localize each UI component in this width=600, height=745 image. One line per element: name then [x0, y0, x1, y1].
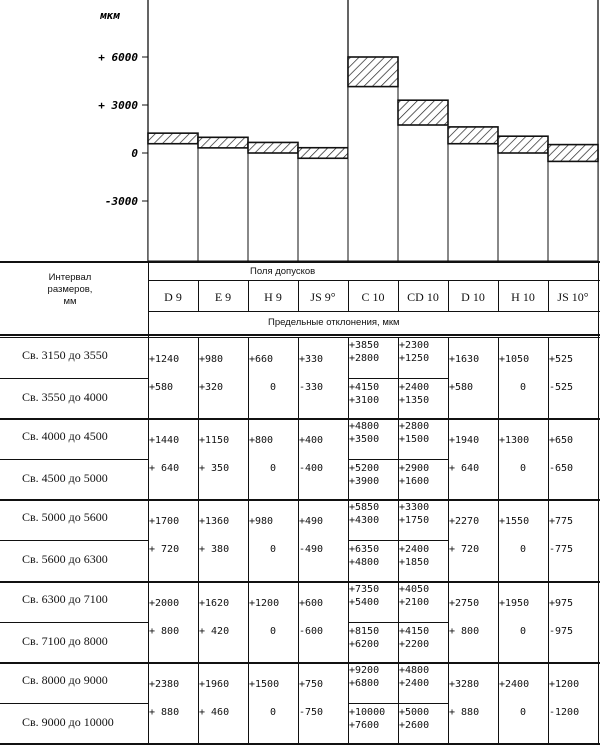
y-tick-label: -3000 [104, 195, 138, 208]
upper-deviation: +2750 [449, 598, 480, 609]
table-rule [548, 499, 549, 581]
upper-deviation: +3280 [449, 679, 480, 690]
table-rule [448, 280, 449, 311]
lower-deviation: 0 [519, 626, 527, 637]
cd10-deviation: +4150 [399, 626, 430, 637]
cd10-deviation: +4800 [399, 665, 430, 676]
table-rule [498, 418, 499, 499]
field-code: JS 9° [310, 290, 336, 304]
upper-deviation: +1960 [199, 679, 230, 690]
table-rule [498, 581, 499, 662]
c10-deviation: +5400 [349, 597, 380, 608]
upper-deviation: +2000 [149, 598, 180, 609]
deviations-header: Предельные отклонения, мкм [268, 317, 400, 328]
upper-deviation: +1620 [199, 598, 230, 609]
table-rule [248, 499, 249, 581]
table-rule [0, 418, 600, 420]
upper-deviation: +980 [249, 516, 274, 527]
c10-deviation: +2800 [349, 353, 380, 364]
table-rule [398, 418, 399, 499]
lower-deviation: 0 [269, 463, 277, 474]
upper-deviation: +2270 [449, 516, 480, 527]
upper-deviation: +2380 [149, 679, 180, 690]
table-rule [298, 662, 299, 743]
lower-deviation: + 720 [149, 544, 180, 555]
table-rule [398, 499, 399, 581]
size-range: Св. 9000 до 10000 [22, 715, 114, 729]
cd10-deviation: +2900 [399, 463, 430, 474]
field-code: D 10 [461, 290, 485, 304]
table-rule [498, 499, 499, 581]
table-rule [0, 334, 600, 336]
lower-deviation: -525 [549, 382, 574, 393]
lower-deviation: + 420 [199, 626, 230, 637]
table-rule [248, 581, 249, 662]
upper-deviation: +1440 [149, 435, 180, 446]
c10-deviation: +4800 [349, 557, 380, 568]
table-rule [348, 337, 349, 418]
cd10-deviation: +2100 [399, 597, 430, 608]
upper-deviation: +1550 [499, 516, 530, 527]
upper-deviation: +1150 [199, 435, 230, 446]
upper-deviation: +1200 [549, 679, 580, 690]
table-rule [198, 581, 199, 662]
lower-deviation: +320 [199, 382, 224, 393]
y-tick-label: + 6000 [98, 51, 138, 64]
lower-deviation: + 800 [449, 626, 480, 637]
table-rule [298, 280, 299, 311]
size-range: Св. 3550 до 4000 [22, 390, 108, 404]
table-rule [348, 499, 349, 581]
upper-deviation: +1360 [199, 516, 230, 527]
cd10-deviation: +2400 [399, 382, 430, 393]
lower-deviation: + 380 [199, 544, 230, 555]
cd10-deviation: +2800 [399, 421, 430, 432]
lower-deviation: 0 [519, 463, 527, 474]
table-rule [0, 459, 148, 460]
field-code: H 10 [511, 290, 535, 304]
cd10-deviation: +1500 [399, 434, 430, 445]
table-rule [0, 622, 148, 623]
c10-deviation: +3100 [349, 395, 380, 406]
c10-deviation: +6350 [349, 544, 380, 555]
upper-deviation: +525 [549, 354, 574, 365]
field-code: JS 10° [557, 290, 589, 304]
table-rule [398, 581, 399, 662]
table-rule [198, 418, 199, 499]
field-code: D 9 [164, 290, 182, 304]
cd10-deviation: +4050 [399, 584, 430, 595]
table-rule [398, 662, 399, 743]
lower-deviation: -975 [549, 626, 574, 637]
table-rule [298, 581, 299, 662]
table-rule [448, 418, 449, 499]
lower-deviation: -490 [299, 544, 324, 555]
upper-deviation: +980 [199, 354, 224, 365]
table-rule [148, 311, 600, 312]
c10-deviation: +8150 [349, 626, 380, 637]
fields-header: Поля допусков [250, 266, 316, 277]
c10-deviation: +5200 [349, 463, 380, 474]
field-code: H 9 [264, 290, 282, 304]
upper-deviation: +1630 [449, 354, 480, 365]
table-rule [248, 337, 249, 418]
lower-deviation: -330 [299, 382, 324, 393]
size-range: Св. 4000 до 4500 [22, 429, 108, 443]
table-rule [0, 662, 600, 664]
table-rule [348, 581, 349, 662]
table-rule [548, 280, 549, 311]
table-rule [198, 662, 199, 743]
table-rule [0, 499, 600, 501]
upper-deviation: +600 [299, 598, 324, 609]
lower-deviation: -400 [299, 463, 324, 474]
lower-deviation: 0 [269, 707, 277, 718]
cd10-deviation: +5000 [399, 707, 430, 718]
upper-deviation: +1200 [249, 598, 280, 609]
table-rule [348, 418, 349, 499]
upper-deviation: +1940 [449, 435, 480, 446]
lower-deviation: + 350 [199, 463, 230, 474]
table-rule [548, 581, 549, 662]
table-rule [198, 499, 199, 581]
table-rule [548, 337, 549, 418]
cd10-deviation: +1750 [399, 515, 430, 526]
table-rule [298, 499, 299, 581]
cd10-deviation: +1350 [399, 395, 430, 406]
c10-deviation: +3850 [349, 340, 380, 351]
upper-deviation: +330 [299, 354, 324, 365]
upper-deviation: +1240 [149, 354, 180, 365]
table-rule [0, 743, 600, 745]
cd10-deviation: +2400 [399, 544, 430, 555]
y-tick-label: + 3000 [98, 99, 138, 112]
cd10-deviation: +1250 [399, 353, 430, 364]
table-rule [0, 261, 600, 263]
lower-deviation: +580 [149, 382, 174, 393]
upper-deviation: +975 [549, 598, 574, 609]
c10-deviation: +10000 [349, 707, 386, 718]
upper-deviation: +800 [249, 435, 274, 446]
table-rule [298, 337, 299, 418]
c10-deviation: +6200 [349, 639, 380, 650]
c10-deviation: +7350 [349, 584, 380, 595]
table-rule [148, 261, 149, 743]
field-code: CD 10 [407, 290, 439, 304]
table-rule [0, 540, 148, 541]
c10-deviation: +3900 [349, 476, 380, 487]
upper-deviation: +1500 [249, 679, 280, 690]
upper-deviation: +1300 [499, 435, 530, 446]
lower-deviation: + 880 [149, 707, 180, 718]
size-range: Св. 6300 до 7100 [22, 592, 108, 606]
table-rule [0, 337, 600, 338]
interval-header: Интервал размеров, мм [47, 272, 93, 307]
upper-deviation: +650 [549, 435, 574, 446]
c10-deviation: +3500 [349, 434, 380, 445]
lower-deviation: + 720 [449, 544, 480, 555]
upper-deviation: +1950 [499, 598, 530, 609]
table-rule [448, 581, 449, 662]
table-rule [498, 337, 499, 418]
lower-deviation: -600 [299, 626, 324, 637]
lower-deviation: 0 [269, 382, 277, 393]
cd10-deviation: +2600 [399, 720, 430, 731]
table-rule [498, 280, 499, 311]
table-rule [448, 499, 449, 581]
table-rule [198, 337, 199, 418]
table-rule [548, 662, 549, 743]
upper-deviation: +1700 [149, 516, 180, 527]
table-rule [0, 581, 600, 583]
cd10-deviation: +3300 [399, 502, 430, 513]
table-rule [348, 280, 349, 311]
table-rule [398, 280, 399, 311]
table-rule [398, 337, 399, 418]
table-rule [248, 662, 249, 743]
size-range: Св. 7100 до 8000 [22, 634, 108, 648]
lower-deviation: 0 [519, 382, 527, 393]
cd10-deviation: +1600 [399, 476, 430, 487]
table-rule [448, 662, 449, 743]
table-rule [598, 261, 599, 743]
table-rule [348, 662, 349, 743]
lower-deviation: 0 [269, 626, 277, 637]
field-code: C 10 [361, 290, 385, 304]
c10-deviation: +5850 [349, 502, 380, 513]
lower-deviation: -775 [549, 544, 574, 555]
size-range: Св. 5600 до 6300 [22, 552, 108, 566]
cd10-deviation: +2200 [399, 639, 430, 650]
lower-deviation: + 640 [449, 463, 480, 474]
table-rule [0, 378, 148, 379]
size-range: Св. 3150 до 3550 [22, 348, 108, 362]
upper-deviation: +400 [299, 435, 324, 446]
size-range: Св. 8000 до 9000 [22, 673, 108, 687]
c10-deviation: +7600 [349, 720, 380, 731]
table-rule [148, 280, 600, 281]
lower-deviation: 0 [519, 707, 527, 718]
upper-deviation: +660 [249, 354, 274, 365]
upper-deviation: +775 [549, 516, 574, 527]
lower-deviation: -650 [549, 463, 574, 474]
table-rule [448, 337, 449, 418]
lower-deviation: -750 [299, 707, 324, 718]
c10-deviation: +6800 [349, 678, 380, 689]
upper-deviation: +2400 [499, 679, 530, 690]
c10-deviation: +4300 [349, 515, 380, 526]
table-rule [248, 418, 249, 499]
y-tick-label: 0 [131, 147, 138, 160]
c10-deviation: +9200 [349, 665, 380, 676]
cd10-deviation: +2300 [399, 340, 430, 351]
upper-deviation: +490 [299, 516, 324, 527]
lower-deviation: 0 [269, 544, 277, 555]
size-range: Св. 4500 до 5000 [22, 471, 108, 485]
lower-deviation: -1200 [549, 707, 580, 718]
lower-deviation: +580 [449, 382, 474, 393]
lower-deviation: + 460 [199, 707, 230, 718]
y-unit-label: мкм [100, 9, 120, 22]
lower-deviation: + 800 [149, 626, 180, 637]
field-code: E 9 [214, 290, 232, 304]
lower-deviation: 0 [519, 544, 527, 555]
c10-deviation: +4150 [349, 382, 380, 393]
c10-deviation: +4800 [349, 421, 380, 432]
table-rule [498, 662, 499, 743]
cd10-deviation: +1850 [399, 557, 430, 568]
lower-deviation: + 880 [449, 707, 480, 718]
lower-deviation: + 640 [149, 463, 180, 474]
table-rule [0, 703, 148, 704]
table-rule [548, 418, 549, 499]
size-range: Св. 5000 до 5600 [22, 510, 108, 524]
table-rule [198, 280, 199, 311]
upper-deviation: +750 [299, 679, 324, 690]
table-rule [248, 280, 249, 311]
upper-deviation: +1050 [499, 354, 530, 365]
cd10-deviation: +2400 [399, 678, 430, 689]
table-rule [298, 418, 299, 499]
